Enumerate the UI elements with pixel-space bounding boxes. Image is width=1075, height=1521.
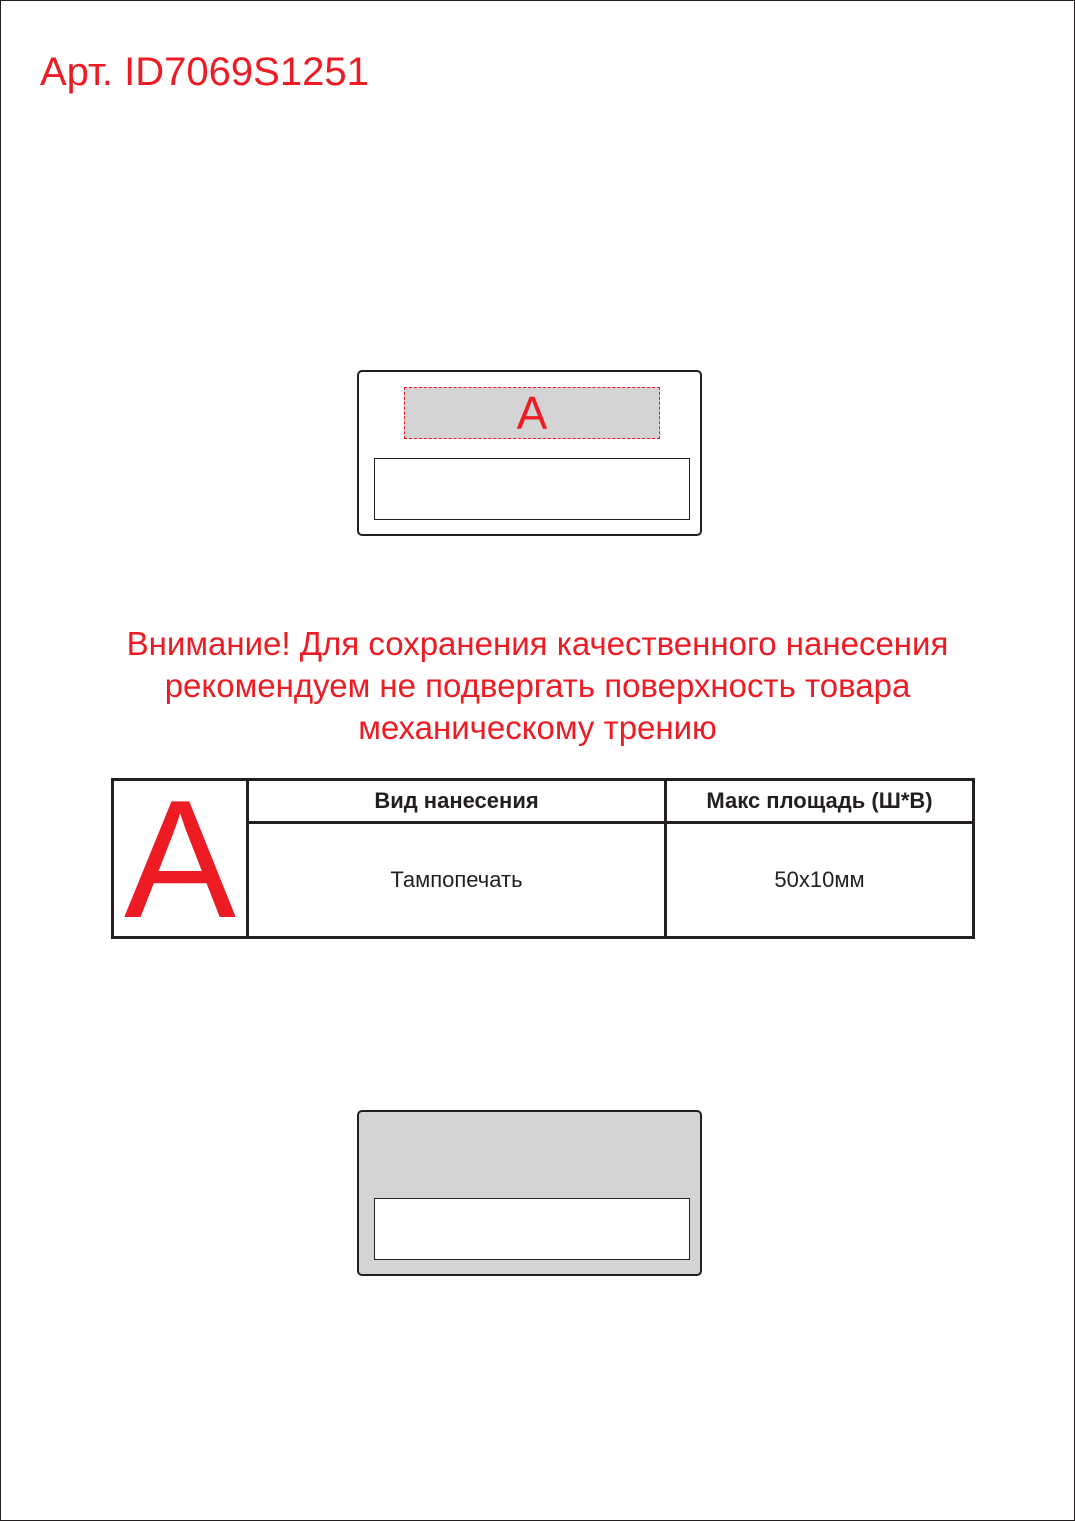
care-notice-line: механическому трению [358,709,717,746]
zone-letter: А [113,780,248,938]
print-zone-a: А [404,387,660,439]
care-notice-line: рекомендуем не подвергать поверхность товара [164,667,911,704]
article-title: Арт. ID7069S1251 [40,50,369,94]
cell-method: Тампопечать [248,823,666,938]
table-header-row [113,780,974,823]
badge-front-preview [357,370,702,536]
column-header-max-area: Макс площадь (Ш*В) [666,780,974,823]
print-spec-table [111,764,975,953]
cell-max-area: 50х10мм [666,823,974,938]
care-notice [40,623,1035,749]
badge-back-preview [357,1110,702,1276]
name-window [374,458,690,520]
care-notice-line: Внимание! Для сохранения качественного нанесения [126,625,949,662]
column-header-method: Вид нанесения [248,780,666,823]
name-window [374,1198,690,1260]
